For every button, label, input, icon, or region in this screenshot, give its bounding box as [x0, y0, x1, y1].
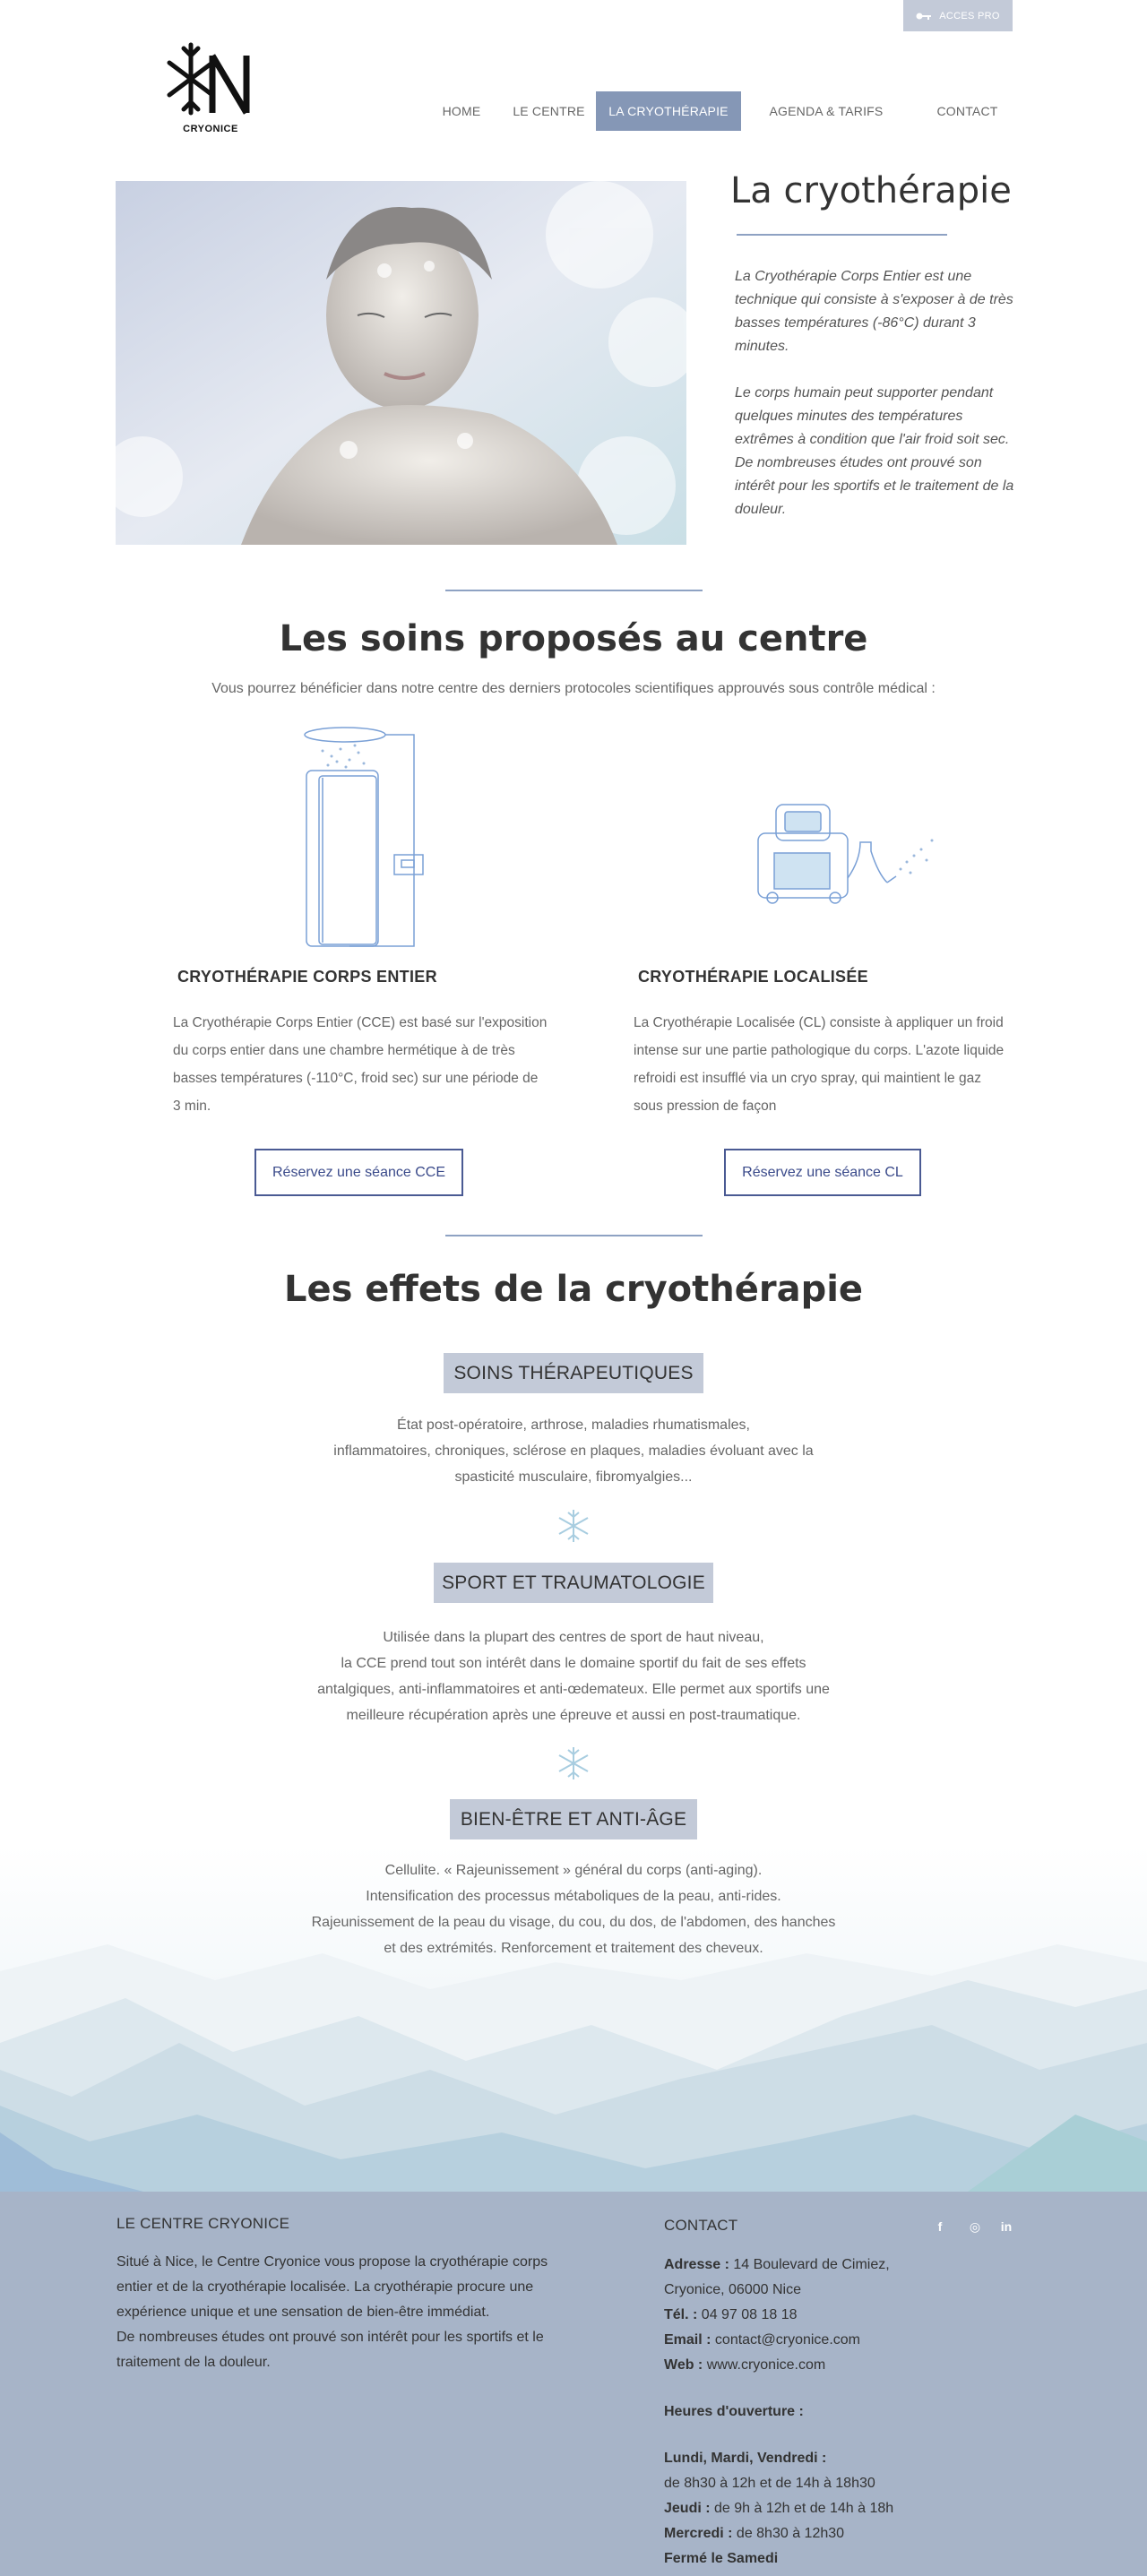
linkedin-icon[interactable]: in: [1000, 2219, 1013, 2234]
main-nav: [421, 91, 1023, 131]
snowflake-n-logo-icon: [166, 39, 255, 120]
badge-sport-traumatologie: SPORT ET TRAUMATOLOGIE: [434, 1563, 713, 1603]
email-label: Email :: [664, 2332, 711, 2348]
web-label: Web :: [664, 2357, 703, 2373]
soins-subtitle: Vous pourrez bénéficier dans notre centre des derniers protocoles scientifiques approuvés sous contrôle médical :: [211, 681, 936, 696]
text-line: Rajeunissement de la peau du visage, du cou, du dos, de l'abdomen, des hanches: [311, 1915, 836, 1930]
logo-text: CRYONICE: [183, 124, 238, 134]
cryo-localisee-machine-illustration: [753, 797, 941, 909]
hours-value-2: de 9h à 12h et de 14h à 18h: [710, 2501, 894, 2516]
text-line: Intensification des processus métaboliques de la peau, anti-rides.: [366, 1889, 781, 1904]
text-line: meilleure récupération après une épreuve et aussi en post-traumatique.: [346, 1708, 801, 1723]
snowflake-icon: [556, 1508, 591, 1544]
section-divider: [445, 590, 703, 591]
text-line: De nombreuses études ont prouvé son intérêt pour les sportifs et le: [116, 2330, 544, 2345]
hours-value-1: de 8h30 à 12h et de 14h à 18h30: [664, 2476, 875, 2491]
footer-about-text: [116, 2250, 618, 2375]
nav-la-cryotherapie[interactable]: LA CRYOTHÉRAPIE: [596, 91, 741, 131]
section-divider: [445, 1235, 703, 1236]
contact-web-line: [664, 2353, 1022, 2378]
hero-paragraph-1: La Cryothérapie Corps Entier est une technique qui consiste à s'exposer à de très basses températures (-86°C) durant 3 minutes.: [735, 269, 1013, 354]
nav-contact[interactable]: CONTACT: [936, 104, 998, 118]
address-label: Adresse :: [664, 2257, 729, 2272]
text-line: la CCE prend tout son intérêt dans le domaine sportif du fait de ses effets: [341, 1656, 806, 1671]
hours-days-2: Jeudi :: [664, 2501, 711, 2516]
nav-home[interactable]: HOME: [442, 104, 481, 118]
footer-about-title: LE CENTRE CRYONICE: [116, 2215, 290, 2232]
hero-image: [116, 181, 686, 545]
text-line: expérience unique et une sensation de bien-être immédiat.: [116, 2305, 490, 2320]
badge-soins-therapeutiques: SOINS THÉRAPEUTIQUES: [444, 1353, 703, 1393]
effets-title: Les effets de la cryothérapie: [283, 1269, 864, 1310]
badge-bien-etre-anti-age: BIEN-ÊTRE ET ANTI-ÂGE: [450, 1799, 697, 1839]
key-icon: [916, 12, 932, 21]
text-line: antalgiques, anti-inflammatoires et anti-œdemateux. Elle permet aux sportifs une: [317, 1682, 830, 1697]
contact-tel-line: [664, 2303, 1022, 2328]
text-line: traitement de la douleur.: [116, 2355, 271, 2370]
email-link[interactable]: contact@cryonice.com: [711, 2332, 860, 2348]
instagram-icon[interactable]: ◎: [969, 2218, 981, 2234]
text-line: Utilisée dans la plupart des centres de sport de haut niveau,: [383, 1630, 764, 1645]
effect-therapeutiques-text: [0, 1412, 1147, 1490]
cce-title: CRYOTHÉRAPIE CORPS ENTIER: [177, 968, 437, 986]
text-line: Cellulite. « Rajeunissement » général du corps (anti-aging).: [384, 1863, 763, 1878]
hours-title: Heures d'ouverture :: [664, 2404, 804, 2419]
hours-days-3: Mercredi :: [664, 2526, 733, 2541]
text-line: spasticité musculaire, fibromyalgies...: [454, 1469, 693, 1485]
nav-le-centre[interactable]: LE CENTRE: [513, 104, 585, 118]
soins-title: Les soins proposés au centre: [279, 618, 868, 659]
acces-pro-button[interactable]: [903, 0, 1013, 31]
contact-address-line: [664, 2253, 1022, 2278]
hours-value-3: de 8h30 à 12h30: [732, 2526, 845, 2541]
hero-paragraph-2: Le corps humain peut supporter pendant quelques minutes des températures extrêmes à condition que l'air froid soit sec. De nombreuses études ont prouvé son intérêt pour les sportifs et le traitement de la douleur.: [735, 385, 1014, 517]
cryonice-logo[interactable]: [166, 39, 255, 138]
closed-day: Fermé le Samedi: [664, 2551, 779, 2566]
page-title: La cryothérapie: [730, 170, 1012, 211]
nav-agenda-tarifs[interactable]: AGENDA & TARIFS: [769, 104, 884, 118]
web-link[interactable]: www.cryonice.com: [703, 2357, 826, 2373]
cl-title: CRYOTHÉRAPIE LOCALISÉE: [638, 968, 868, 986]
contact-email-line: [664, 2328, 1022, 2353]
facebook-icon[interactable]: f: [937, 2219, 943, 2234]
acces-pro-label: ACCES PRO: [939, 10, 1000, 22]
footer-contact-info: [664, 2253, 1022, 2572]
book-cl-button[interactable]: Réservez une séance CL: [724, 1149, 921, 1196]
text-line: inflammatoires, chroniques, sclérose en plaques, maladies évoluant avec la: [333, 1443, 814, 1459]
text-line: État post-opératoire, arthrose, maladies rhumatismales,: [397, 1417, 750, 1433]
text-line: Situé à Nice, le Centre Cryonice vous propose la cryothérapie corps: [116, 2254, 548, 2270]
tel-label: Tél. :: [664, 2307, 698, 2322]
footer-contact-title: CONTACT: [664, 2217, 738, 2234]
tel-value[interactable]: 04 97 08 18 18: [697, 2307, 798, 2322]
book-cce-button[interactable]: Réservez une séance CCE: [254, 1149, 463, 1196]
hero-intro: [735, 265, 1022, 545]
hours-days-1: Lundi, Mardi, Vendredi :: [664, 2451, 827, 2466]
address-value: 14 Boulevard de Cimiez,: [729, 2257, 890, 2272]
cl-description: La Cryothérapie Localisée (CL) consiste à appliquer un froid intense sur une partie pathologique du corps. L'azote liquide refroidi est insufflé via un cryo spray, qui maintient le gaz sous pression de façon: [634, 1015, 1005, 1114]
text-line: entier et de la cryothérapie localisée. La cryothérapie procure une: [116, 2279, 534, 2295]
snowflake-icon: [556, 1745, 591, 1781]
address-city: Cryonice, 06000 Nice: [664, 2282, 801, 2297]
effect-sport-text: [0, 1624, 1147, 1728]
text-line: et des extrémités. Renforcement et traitement des cheveux.: [384, 1941, 763, 1956]
effect-bien-etre-text: [0, 1857, 1147, 1961]
cryo-cabin-illustration: [296, 724, 430, 948]
cce-description: La Cryothérapie Corps Entier (CCE) est basé sur l'exposition du corps entier dans une chambre hermétique à de très basses températures (-110°C, froid sec) sur une période de 3 min.: [173, 1015, 548, 1114]
title-divider: [737, 234, 947, 236]
